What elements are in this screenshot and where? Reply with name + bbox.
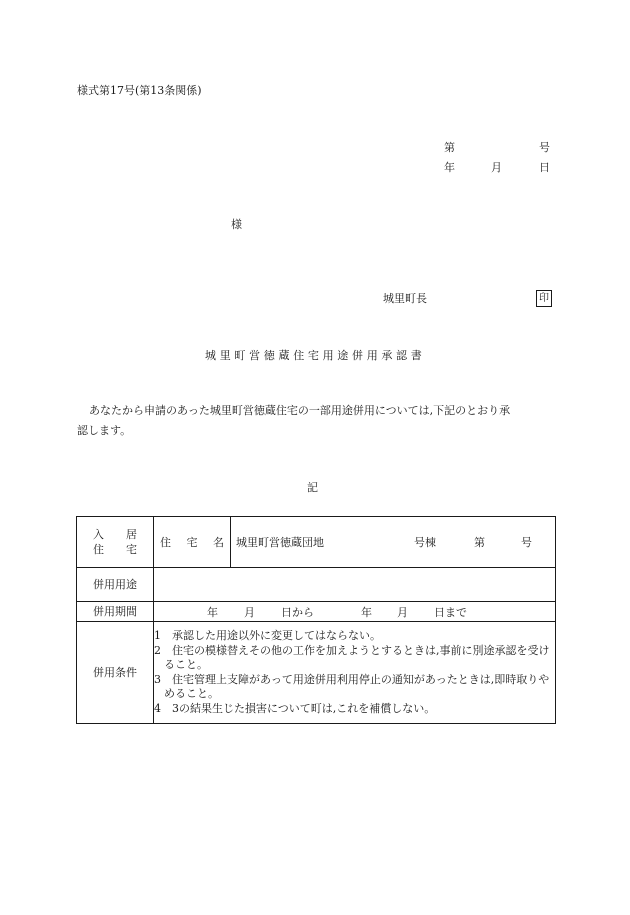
- period-start-day: 日から: [281, 605, 314, 619]
- residence-label-char: 住: [93, 543, 104, 556]
- doc-number-prefix: 第: [444, 141, 455, 154]
- doc-number-suffix: 号: [539, 141, 550, 154]
- condition-item: 1 承認した用途以外に変更してはならない。: [154, 629, 381, 642]
- usage-label: 併用用途: [77, 568, 154, 602]
- condition-item: 3 住宅管理上支障があって用途併用利用停止の通知があったときは,即時取りやめること。: [154, 672, 550, 700]
- room-number-suffix: 号: [521, 536, 532, 549]
- conditions-label: 併用条件: [77, 622, 154, 724]
- condition-item: 2 住宅の模様替えその他の工作を加えようとするときは,事前に別途承認を受けること。: [154, 643, 550, 671]
- period-value-cell: [154, 602, 556, 622]
- period-end-year: 年: [361, 605, 372, 619]
- period-end-day: 日まで: [434, 605, 467, 619]
- residence-label-char: 居: [126, 528, 137, 541]
- conditions-list: [154, 622, 556, 724]
- room-number-prefix: 第: [474, 536, 485, 549]
- residence-label-char: 入: [93, 528, 104, 541]
- date-month: 月: [491, 161, 502, 174]
- ki-heading: 記: [307, 481, 318, 494]
- period-end-month: 月: [397, 605, 408, 619]
- usage-value: [154, 568, 556, 602]
- residence-label-cell: [77, 517, 154, 568]
- period-start-month: 月: [244, 605, 255, 619]
- issuer-name: 城里町長: [383, 292, 427, 305]
- house-name-label-char: 宅: [186, 536, 198, 549]
- house-name-label-char: 住: [160, 536, 171, 549]
- date-year: 年: [444, 161, 455, 174]
- period-label: 併用期間: [77, 602, 154, 622]
- table-row-period: [77, 602, 556, 622]
- house-name-value-cell: [231, 517, 556, 568]
- body-text-line-2: 認します。: [77, 424, 132, 437]
- house-name-label-cell: [154, 517, 231, 568]
- document-title: 城里町営徳蔵住宅用途併用承認書: [205, 349, 426, 362]
- house-name-label-char: 名: [213, 536, 224, 549]
- period-start-year: 年: [207, 605, 218, 619]
- addressee-honorific: 様: [231, 218, 242, 231]
- building-number-label: 号棟: [414, 536, 436, 549]
- table-row-usage: [77, 568, 556, 602]
- date-day: 日: [539, 161, 550, 174]
- detail-table: [76, 516, 556, 724]
- seal-stamp: 印: [536, 290, 552, 307]
- residence-label-char: 宅: [126, 543, 137, 556]
- form-number: 様式第17号(第13条関係): [77, 84, 202, 97]
- housing-complex-name: 城里町営徳蔵団地: [236, 536, 324, 549]
- body-text-line-1: あなたから申請のあった城里町営徳蔵住宅の一部用途併用については,下記のとおり承: [89, 404, 511, 417]
- table-row-conditions: [77, 622, 556, 724]
- table-row-residence: [77, 517, 556, 568]
- condition-item: 4 3の結果生じた損害について町は,これを補償しない。: [154, 701, 436, 715]
